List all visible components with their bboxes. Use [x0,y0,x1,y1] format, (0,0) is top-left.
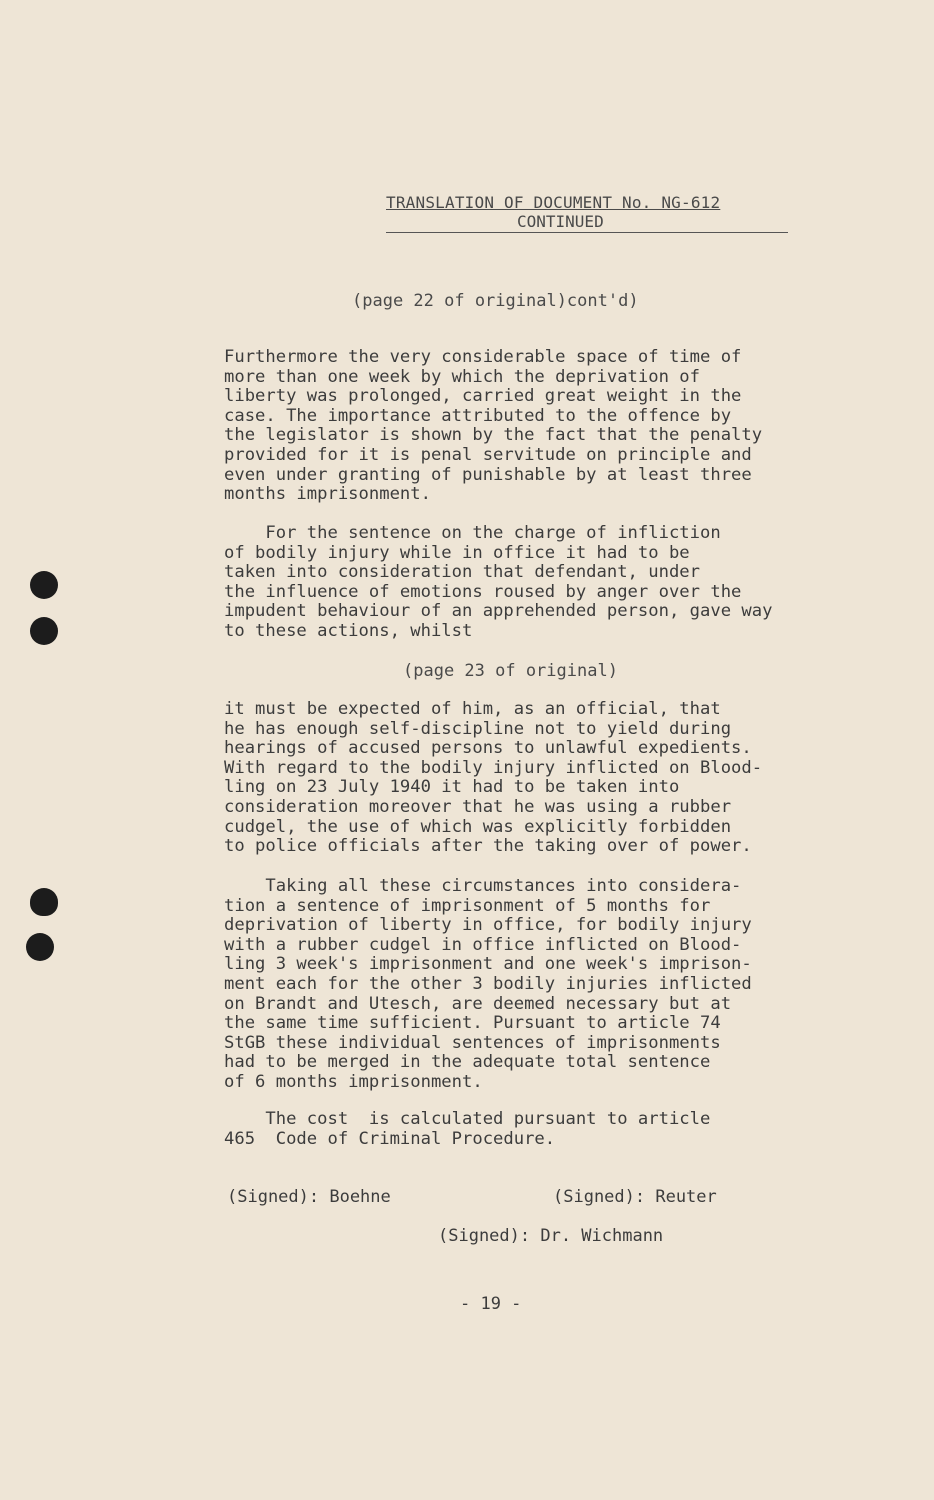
punch-hole [30,617,58,645]
document-header [386,193,788,231]
signature-line: (Signed): Reuter [553,1187,717,1207]
header-title: TRANSLATION OF DOCUMENT No. NG-612 [386,193,721,212]
signature-line: (Signed): Dr. Wichmann [438,1226,664,1246]
body-paragraph: Furthermore the very considerable space of time of more than one week by which the deprivation of liberty was prolonged, carried great weight in the case. The importance attributed to the offence by the legislator is shown by the fact that the penalty provided for it is penal servitude on principle and even under granting of punishable by at least three months imprisonment. [224,347,763,505]
page-marker: (page 22 of original)cont'd) [352,291,639,311]
body-paragraph: For the sentence on the charge of infliction of bodily injury while in office it had to be taken into consideration that defendant, under the influence of emotions roused by anger over the impudent behaviour of an apprehended person, gave way to these actions, whilst [224,523,773,641]
punch-hole [30,571,58,599]
page-marker: (page 23 of original) [403,661,618,681]
body-paragraph: Taking all these circumstances into considera- tion a sentence of imprisonment of 5 months for deprivation of liberty in office, for bodily injury with a rubber cudgel in office inflicted on Blood- ling 3 week's imprisonment and one week's imprison- ment each for the other 3 bodily injuries inflicted on Brandt and Utesch, are deemed necessary but at the same time sufficient. Pursuant to article 74 StGB these individual sentences of imprisonments had to be merged in the adequate total sentence of 6 months imprisonment. [224,876,752,1092]
punch-hole [26,933,54,961]
header-subtitle: CONTINUED [517,212,604,231]
page-number: - 19 - [460,1294,522,1314]
body-paragraph: it must be expected of him, as an official, that he has enough self-discipline not to yield during hearings of accused persons to unlawful expedients. With regard to the bodily injury inflicted on Blood- ling on 23 July 1940 it had to be taken into consideration moreover that he was using a rubber cudgel, the use of which was explicitly forbidden to police officials after the taking over of power. [224,699,763,857]
body-paragraph: The cost is calculated pursuant to article 465 Code of Criminal Procedure. [224,1109,711,1149]
punch-hole [30,888,58,916]
header-rule [386,232,788,233]
signature-line: (Signed): Boehne [227,1187,391,1207]
